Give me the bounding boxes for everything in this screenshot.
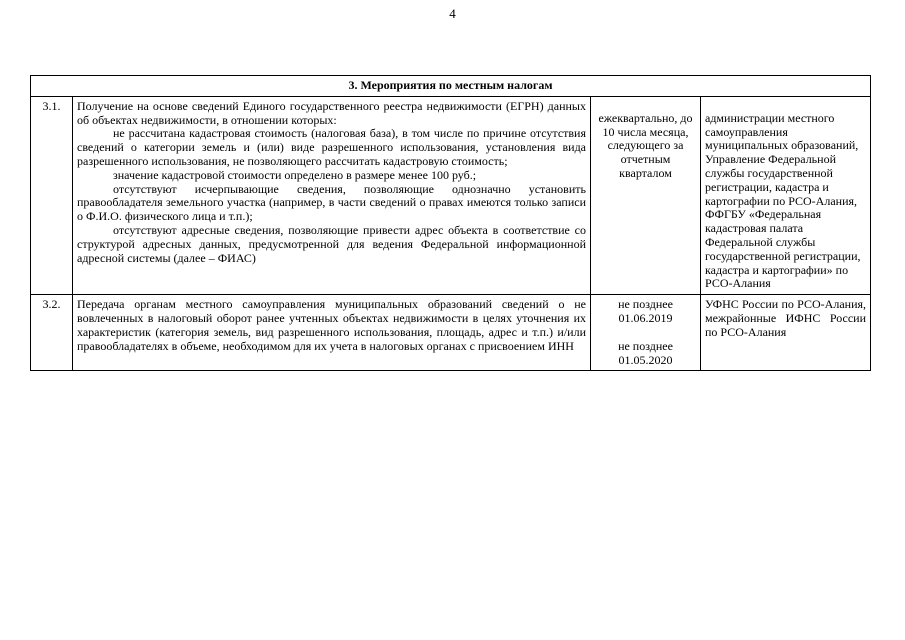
measure-description (73, 295, 591, 371)
measure-description (73, 96, 591, 294)
row-number: 3.1. (31, 96, 73, 294)
responsible (701, 295, 871, 371)
measures-table (30, 75, 871, 371)
section-header: 3. Мероприятия по местным налогам (31, 76, 871, 97)
section-header-row (31, 76, 871, 97)
responsible-text: УФНС России по РСО-Алания, межрайонные ИФНС России по РСО-Алания (705, 297, 867, 339)
description-item: отсутствуют исчерпывающие сведения, позволяющие однозначно установить правообладателя земельного участка (например, в части сведений о правах имеются только записи о Ф.И.О. физического лица и т.п.); (77, 181, 586, 224)
description-item: отсутствуют адресные сведения, позволяющие привести адрес объекта в соответствие со структурой адресных данных, предусмотренной для ведения Федеральной информационной адресной системы (далее – ФИАС) (77, 222, 586, 265)
description-intro: Получение на основе сведений Единого государственного реестра недвижимости (ЕГРН) данных об объектах недвижимости, в отношении которых: (77, 98, 586, 127)
description-intro: Передача органам местного самоуправления муниципальных образований сведений о не вовлеченных в налоговый оборот ранее учтенных объектах недвижимости в целях уточнения их характеристик (категория земель, вид разрешенного использования, площадь, адрес и т.п.) и/или правообладателях в объеме, необходимом для их учета в налоговых органах с присвоением ИНН (77, 297, 586, 353)
deadline (591, 96, 701, 294)
deadline-text: не позднее 01.05.2020 (618, 338, 673, 367)
description-item: значение кадастровой стоимости определено в размере менее 100 руб.; (113, 167, 477, 182)
deadline-text: ежеквартально, до 10 числа месяца, следующего за отчетным кварталом (598, 110, 693, 180)
description-item: не рассчитана кадастровая стоимость (налоговая база), в том числе по причине отсутствия сведений о категории земель и (или) виде разрешенного использования, установления вида разрешенного использования, не позволяющего рассчитать кадастровую стоимость; (77, 126, 586, 168)
deadline-text: не позднее 01.06.2019 (618, 297, 673, 325)
page-number: 4 (449, 6, 456, 21)
table-row (31, 295, 871, 371)
deadline (591, 295, 701, 371)
responsible-text: администрации местного самоуправления муниципальных образований, Управление Федеральной службы государственной регистрации, кадастра и картографии по РСО-Алания, ФФГБУ «Федеральная кадастровая палата Федеральной службы государственной регистрации, кадастра и картографии» по РСО-Алания (705, 110, 861, 291)
table-row (31, 96, 871, 294)
row-number: 3.2. (31, 295, 73, 371)
responsible (701, 96, 871, 294)
